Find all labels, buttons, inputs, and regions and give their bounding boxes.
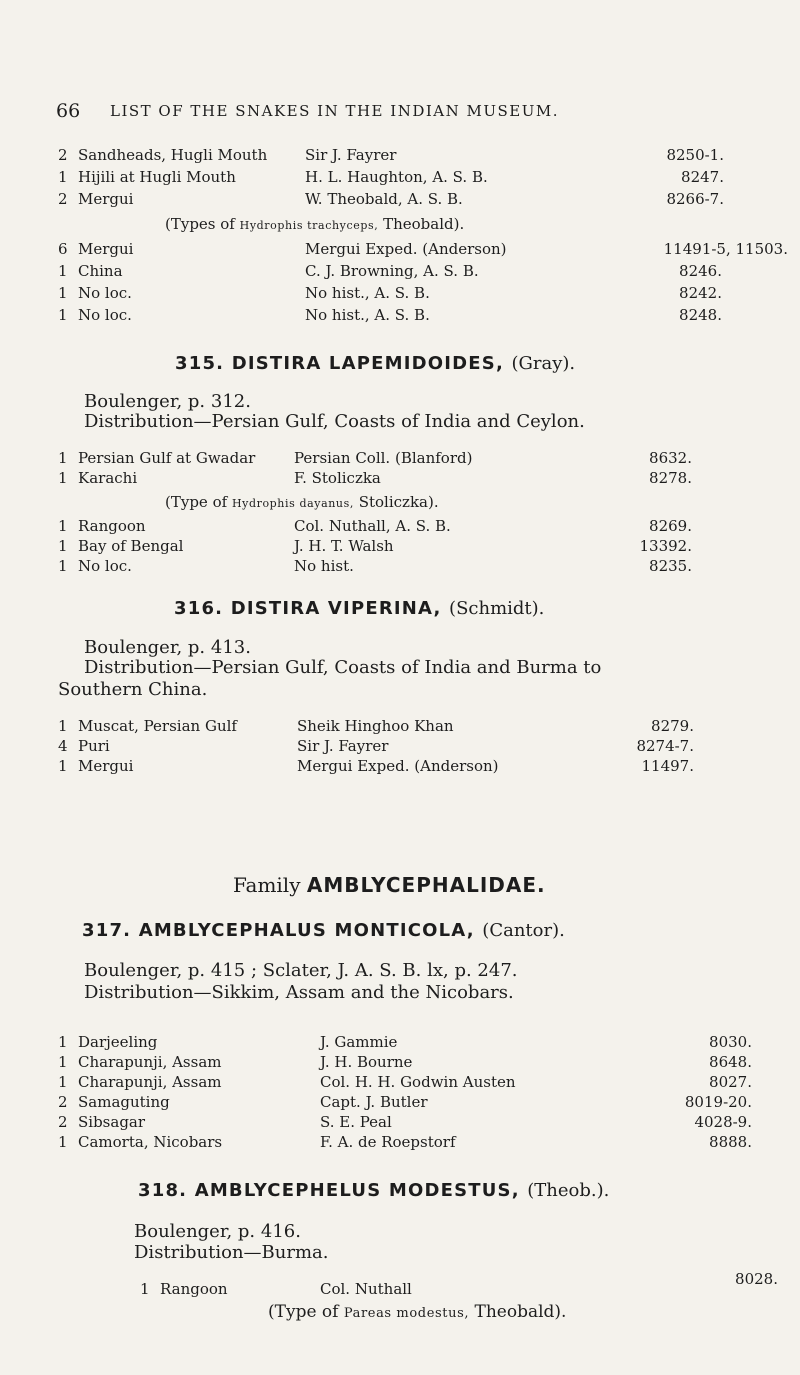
register-number: 8246. xyxy=(679,262,722,280)
reference-line: Boulenger, p. 416. xyxy=(134,1221,301,1242)
specimen-row xyxy=(58,1113,788,1135)
specimen-donor: No hist., A. S. B. xyxy=(305,284,430,302)
register-number: 8235. xyxy=(649,557,692,575)
specimen-row xyxy=(58,717,788,739)
specimen-donor: Sir J. Fayrer xyxy=(297,737,389,755)
type-note-name: Hydrophis trachyceps, xyxy=(239,219,379,232)
specimen-donor: No hist., A. S. B. xyxy=(305,306,430,324)
specimen-locality: China xyxy=(78,262,123,280)
specimen-count: 1 xyxy=(58,757,68,775)
specimen-row xyxy=(58,1053,788,1075)
specimen-count: 1 xyxy=(58,1073,68,1091)
species-author: (Gray). xyxy=(511,353,576,374)
specimen-locality: Mergui xyxy=(78,240,134,258)
specimen-row xyxy=(140,1270,790,1302)
specimen-donor: Sir J. Fayrer xyxy=(305,146,397,164)
specimen-locality: Puri xyxy=(78,737,110,755)
species-number: 318. xyxy=(138,1180,188,1201)
type-note xyxy=(165,493,439,511)
distribution-line: Distribution—Burma. xyxy=(134,1242,329,1263)
specimen-count: 6 xyxy=(58,240,68,258)
specimen-donor: Col. H. H. Godwin Austen xyxy=(320,1073,516,1091)
type-note-prefix: (Type of xyxy=(165,493,232,511)
species-heading xyxy=(138,1180,609,1201)
register-number: 8250-1. xyxy=(666,146,724,164)
register-number: 8019-20. xyxy=(684,1093,752,1111)
register-number: 8027. xyxy=(709,1073,752,1091)
species-name: DISTIRA VIPERINA, xyxy=(230,598,442,619)
specimen-row xyxy=(58,1133,788,1155)
specimen-donor: J. H. Bourne xyxy=(320,1053,413,1071)
species-number: 316. xyxy=(174,598,224,619)
type-note xyxy=(268,1302,566,1322)
specimen-locality: Rangoon xyxy=(160,1280,228,1298)
page-header xyxy=(56,100,756,126)
specimen-locality: Charapunji, Assam xyxy=(78,1053,222,1071)
specimen-count: 1 xyxy=(58,717,68,735)
specimen-row xyxy=(58,262,788,284)
specimen-row xyxy=(58,1093,788,1115)
specimen-donor: S. E. Peal xyxy=(320,1113,392,1131)
species-author: (Cantor). xyxy=(482,920,565,941)
specimen-donor: W. Theobald, A. S. B. xyxy=(305,190,463,208)
species-name: AMBLYCEPHALUS MONTICOLA, xyxy=(138,920,475,941)
specimen-count: 1 xyxy=(58,537,68,555)
specimen-row xyxy=(58,284,788,306)
specimen-locality: Hijili at Hugli Mouth xyxy=(78,168,236,186)
specimen-donor: J. Gammie xyxy=(320,1033,398,1051)
running-head: LIST OF THE SNAKES IN THE INDIAN MUSEUM. xyxy=(110,102,559,120)
specimen-locality: Muscat, Persian Gulf xyxy=(78,717,237,735)
register-number: 8648. xyxy=(709,1053,752,1071)
specimen-row xyxy=(58,146,788,168)
register-number: 8274-7. xyxy=(636,737,694,755)
species-number: 317. xyxy=(82,920,132,941)
register-number: 11497. xyxy=(641,757,694,775)
specimen-count: 2 xyxy=(58,190,68,208)
register-number: 8279. xyxy=(651,717,694,735)
register-number: 8247. xyxy=(681,168,724,186)
specimen-row xyxy=(58,240,788,262)
distribution-line: Distribution—Sikkim, Assam and the Nicobars. xyxy=(84,982,514,1003)
register-number: 8278. xyxy=(649,469,692,487)
specimen-row xyxy=(58,557,788,579)
specimen-locality: Darjeeling xyxy=(78,1033,158,1051)
specimen-locality: Bay of Bengal xyxy=(78,537,184,555)
register-number: 8888. xyxy=(709,1133,752,1151)
specimen-count: 1 xyxy=(140,1280,150,1298)
specimen-locality: Sibsagar xyxy=(78,1113,146,1131)
specimen-locality: Mergui xyxy=(78,757,134,775)
specimen-row xyxy=(58,168,788,190)
distribution-continuation: Southern China. xyxy=(58,679,208,700)
specimen-donor: Sheik Hinghoo Khan xyxy=(297,717,454,735)
register-number: 8632. xyxy=(649,449,692,467)
type-note-suffix: Theobald). xyxy=(469,1302,567,1322)
family-name: AMBLYCEPHALIDAE. xyxy=(306,873,546,897)
specimen-count: 1 xyxy=(58,557,68,575)
family-heading xyxy=(233,873,546,897)
specimen-locality: Rangoon xyxy=(78,517,146,535)
specimen-count: 1 xyxy=(58,1133,68,1151)
specimen-row xyxy=(58,757,788,779)
specimen-count: 1 xyxy=(58,306,68,324)
page-number: 66 xyxy=(56,100,81,122)
specimen-row xyxy=(58,737,788,759)
specimen-count: 2 xyxy=(58,146,68,164)
specimen-row xyxy=(58,1073,788,1095)
specimen-locality: Charapunji, Assam xyxy=(78,1073,222,1091)
species-heading xyxy=(174,598,544,619)
specimen-row xyxy=(58,190,788,212)
reference-line: Boulenger, p. 312. xyxy=(84,391,251,412)
register-number: 8269. xyxy=(649,517,692,535)
specimen-count: 2 xyxy=(58,1113,68,1131)
register-number: 8028. xyxy=(735,1270,778,1288)
specimen-row xyxy=(58,1033,788,1055)
specimen-row xyxy=(58,449,788,471)
specimen-locality: Sandheads, Hugli Mouth xyxy=(78,146,268,164)
reference-line: Boulenger, p. 413. xyxy=(84,637,251,658)
species-author: (Schmidt). xyxy=(449,598,545,619)
specimen-row xyxy=(58,517,788,539)
specimen-donor: F. Stoliczka xyxy=(294,469,381,487)
register-number: 13392. xyxy=(639,537,692,555)
family-prefix: Family xyxy=(233,873,307,897)
specimen-donor: Col. Nuthall, A. S. B. xyxy=(294,517,451,535)
specimen-count: 1 xyxy=(58,284,68,302)
register-number: 8266-7. xyxy=(666,190,724,208)
specimen-count: 1 xyxy=(58,262,68,280)
type-note-prefix: (Types of xyxy=(165,215,240,233)
species-heading xyxy=(175,353,575,374)
register-number: 8030. xyxy=(709,1033,752,1051)
specimen-count: 2 xyxy=(58,1093,68,1111)
register-number: 4028-9. xyxy=(694,1113,752,1131)
specimen-locality: No loc. xyxy=(78,557,132,575)
specimen-count: 1 xyxy=(58,517,68,535)
specimen-locality: Samaguting xyxy=(78,1093,170,1111)
species-author: (Theob.). xyxy=(527,1180,610,1201)
specimen-count: 1 xyxy=(58,168,68,186)
specimen-donor: Col. Nuthall xyxy=(320,1280,412,1298)
specimen-locality: No loc. xyxy=(78,284,132,302)
type-note xyxy=(165,215,464,233)
specimen-count: 1 xyxy=(58,1033,68,1051)
specimen-row xyxy=(58,306,788,328)
specimen-donor: Persian Coll. (Blanford) xyxy=(294,449,473,467)
specimen-row xyxy=(58,469,788,491)
specimen-locality: Karachi xyxy=(78,469,138,487)
specimen-donor: F. A. de Roepstorf xyxy=(320,1133,456,1151)
register-number: 11491-5, 11503. xyxy=(663,240,788,258)
type-note-suffix: Stoliczka). xyxy=(353,493,439,511)
type-note-prefix: (Type of xyxy=(268,1302,344,1322)
specimen-donor: Capt. J. Butler xyxy=(320,1093,428,1111)
specimen-count: 4 xyxy=(58,737,68,755)
distribution-line: Distribution—Persian Gulf, Coasts of India and Ceylon. xyxy=(84,411,585,432)
type-note-name: Pareas modestus, xyxy=(343,1306,470,1321)
specimen-donor: Mergui Exped. (Anderson) xyxy=(305,240,507,258)
species-number: 315. xyxy=(175,353,225,374)
specimen-row xyxy=(58,537,788,559)
specimen-donor: H. L. Haughton, A. S. B. xyxy=(305,168,488,186)
register-number: 8242. xyxy=(679,284,722,302)
specimen-donor: No hist. xyxy=(294,557,354,575)
specimen-donor: Mergui Exped. (Anderson) xyxy=(297,757,499,775)
register-number: 8248. xyxy=(679,306,722,324)
specimen-locality: Persian Gulf at Gwadar xyxy=(78,449,256,467)
specimen-count: 1 xyxy=(58,1053,68,1071)
species-name: AMBLYCEPHELUS MODESTUS, xyxy=(194,1180,520,1201)
specimen-donor: C. J. Browning, A. S. B. xyxy=(305,262,479,280)
specimen-locality: No loc. xyxy=(78,306,132,324)
species-name: DISTIRA LAPEMIDOIDES, xyxy=(231,353,505,374)
specimen-count: 1 xyxy=(58,449,68,467)
type-note-name: Hydrophis dayanus, xyxy=(231,497,354,510)
species-heading xyxy=(82,920,565,941)
specimen-locality: Camorta, Nicobars xyxy=(78,1133,223,1151)
specimen-locality: Mergui xyxy=(78,190,134,208)
distribution-line: Distribution—Persian Gulf, Coasts of India and Burma to xyxy=(84,657,602,678)
reference-line: Boulenger, p. 415 ; Sclater, J. A. S. B. lx, p. 247. xyxy=(84,960,518,981)
type-note-suffix: Theobald). xyxy=(378,215,465,233)
specimen-count: 1 xyxy=(58,469,68,487)
specimen-donor: J. H. T. Walsh xyxy=(294,537,394,555)
